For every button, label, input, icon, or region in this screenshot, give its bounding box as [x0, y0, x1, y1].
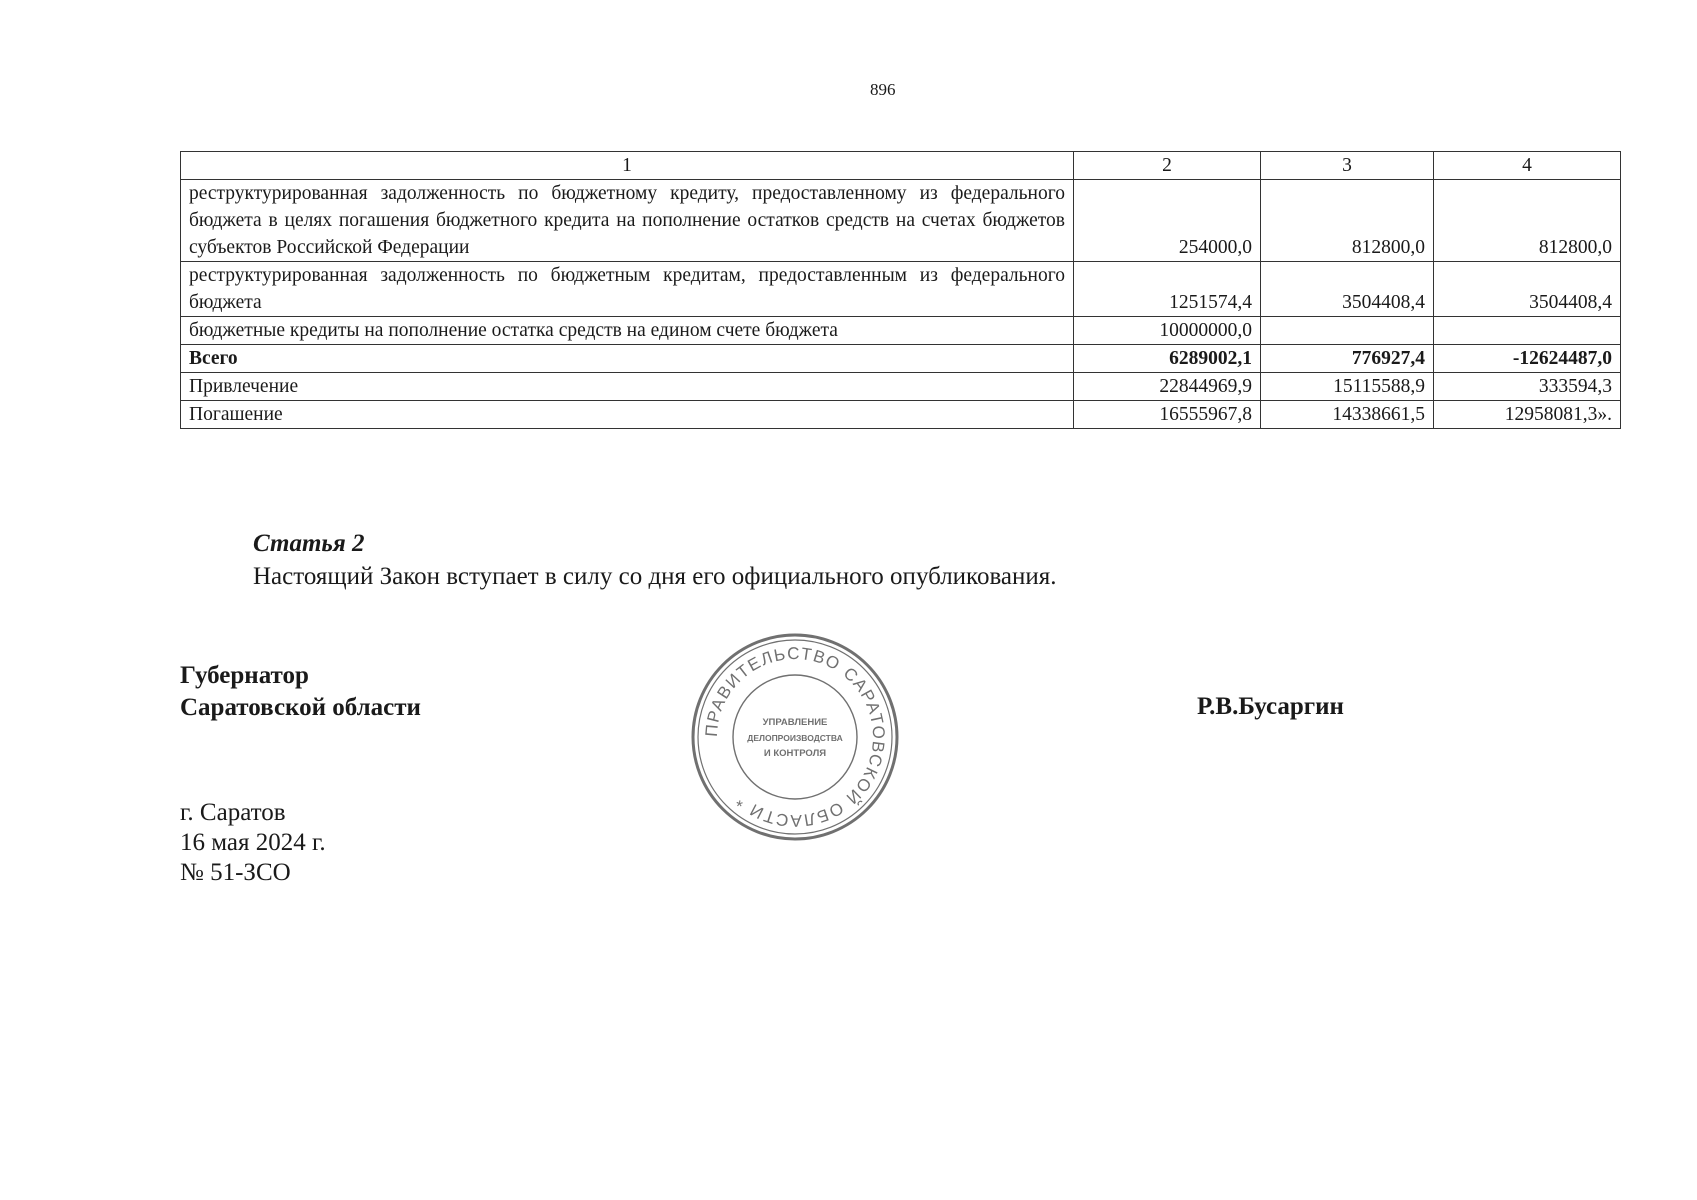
value-cell: 3504408,4 — [1434, 262, 1621, 317]
article-text: Настоящий Закон вступает в силу со дня его официального опубликования. — [253, 563, 1057, 590]
value-cell: 3504408,4 — [1261, 262, 1434, 317]
table-header-row — [181, 152, 1621, 180]
date: 16 мая 2024 г. — [180, 829, 326, 856]
value-cell: 12958081,3». — [1434, 401, 1621, 429]
seal-center-line: ДЕЛОПРОИЗВОДСТВА — [747, 733, 843, 743]
header-cell: 4 — [1434, 152, 1621, 180]
city: г. Саратов — [180, 799, 286, 826]
seal-icon — [690, 632, 900, 842]
header-cell: 1 — [181, 152, 1074, 180]
total-row — [181, 345, 1621, 373]
official-seal — [690, 632, 900, 842]
value-cell: 22844969,9 — [1074, 373, 1261, 401]
place-date-block — [180, 798, 326, 888]
repayment-row — [181, 401, 1621, 429]
row-label: реструктурированная задолженность по бюджетным кредитам, предоставленным из федерального бюджета — [181, 262, 1074, 317]
value-cell: 812800,0 — [1261, 180, 1434, 262]
attraction-label: Привлечение — [181, 373, 1074, 401]
seal-ring-text: ПРАВИТЕЛЬСТВО САРАТОВСКОЙ ОБЛАСТИ * — [701, 643, 889, 831]
value-cell — [1261, 317, 1434, 345]
table-row — [181, 262, 1621, 317]
header-cell: 3 — [1261, 152, 1434, 180]
table-row — [181, 317, 1621, 345]
seal-center-line: УПРАВЛЕНИЕ — [762, 717, 828, 728]
value-cell: 15115588,9 — [1261, 373, 1434, 401]
value-cell: 812800,0 — [1434, 180, 1621, 262]
law-number: № 51-ЗСО — [180, 859, 291, 886]
repayment-label: Погашение — [181, 401, 1074, 429]
table-row — [181, 180, 1621, 262]
value-cell: 10000000,0 — [1074, 317, 1261, 345]
signer-name: Р.В.Бусаргин — [1197, 693, 1344, 720]
row-label: бюджетные кредиты на пополнение остатка средств на едином счете бюджета — [181, 317, 1074, 345]
total-value: 6289002,1 — [1074, 345, 1261, 373]
total-value: -12624487,0 — [1434, 345, 1621, 373]
value-cell: 14338661,5 — [1261, 401, 1434, 429]
attraction-row — [181, 373, 1621, 401]
article-title: Статья 2 — [253, 530, 365, 557]
header-cell: 2 — [1074, 152, 1261, 180]
value-cell — [1434, 317, 1621, 345]
total-value: 776927,4 — [1261, 345, 1434, 373]
budget-table — [180, 151, 1621, 429]
signer-title-line: Губернатор — [180, 662, 309, 689]
value-cell: 254000,0 — [1074, 180, 1261, 262]
value-cell: 1251574,4 — [1074, 262, 1261, 317]
value-cell: 16555967,8 — [1074, 401, 1261, 429]
total-label: Всего — [181, 345, 1074, 373]
signer-title-line: Саратовской области — [180, 694, 421, 721]
value-cell: 333594,3 — [1434, 373, 1621, 401]
row-label: реструктурированная задолженность по бюджетному кредиту, предоставленному из федерального бюджета в целях погашения бюджетного кредита на пополнение остатков средств на счетах бюджетов субъектов Российской Федерации — [181, 180, 1074, 262]
page-number: 896 — [870, 80, 896, 99]
seal-center-line: И КОНТРОЛЯ — [763, 748, 827, 759]
signer-title — [180, 660, 421, 724]
